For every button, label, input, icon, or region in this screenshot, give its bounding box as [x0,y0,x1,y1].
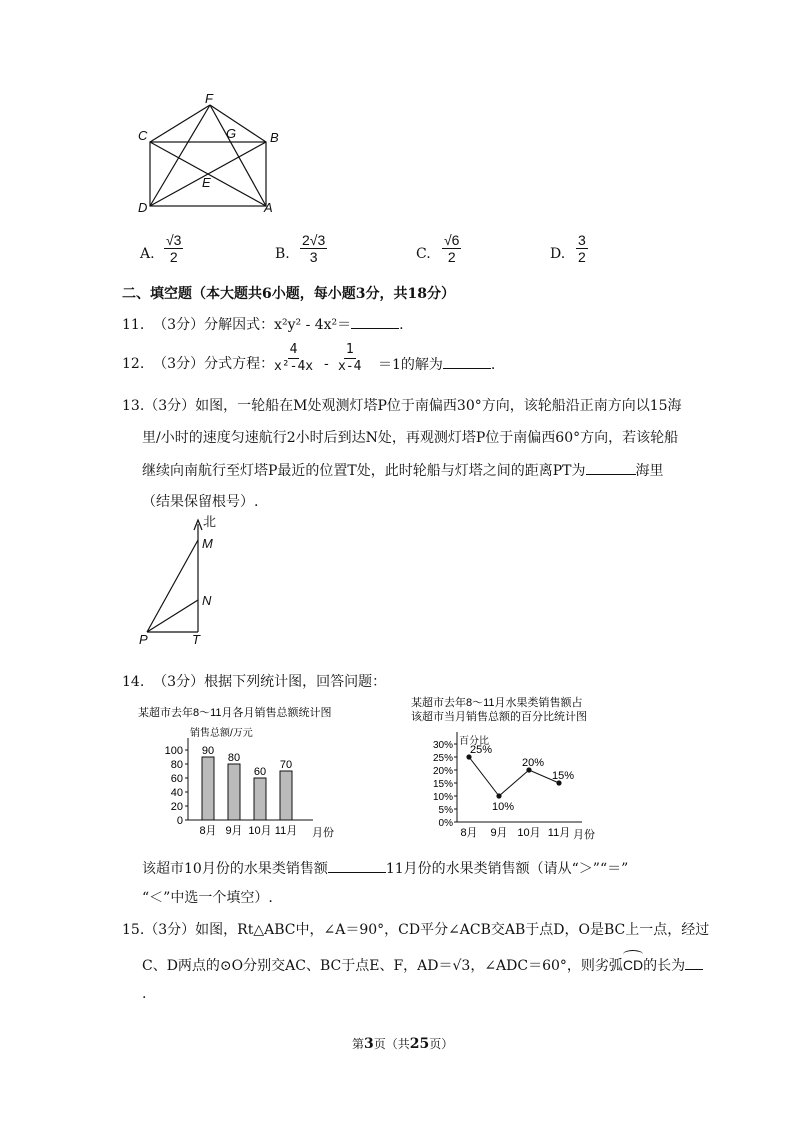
q13-line-1: 13.（3分）如图，一轮船在M处观测灯塔P位于南偏西30°方向，该轮船沿正南方向以15海 [122,398,682,414]
label-N: N [202,593,212,608]
q13-line-2: 里/小时的速度匀速航行2小时后到达N处，再观测灯塔P位于南偏西60°方向，若该轮船 [142,430,679,446]
q13-line-4: （结果保留根号）. [142,494,259,510]
line-category-label: 9月 [490,827,508,839]
bar-data-label: 90 [201,745,215,757]
question-11: 11. （3分）分解因式：x²y² - 4x²＝ . [122,314,404,335]
label-A: A [264,200,273,215]
line-chart-title-1: 某超市去年8～11月水果类销售额占 [411,697,583,709]
line-chart-ylabel: 百分比 [459,736,489,747]
q11-answer-blank[interactable] [351,314,399,329]
bar-y-tick-label: 40 [170,787,183,799]
q14-answer-blank[interactable] [328,858,386,873]
bar-data-label: 70 [279,759,293,771]
label-T: T [192,632,200,647]
bar-y-tick-label: 20 [170,801,183,813]
bar [254,778,266,820]
bar-y-tick-label: 60 [170,773,183,785]
label-E: E [202,175,211,190]
line-data-label: 20% [521,757,545,769]
ship-lighthouse-figure [135,512,235,647]
label-G: G [226,126,237,141]
q12-fraction-1: $\frac{4}{\text{x²-4x}}$ [274,342,314,374]
line-series [469,757,559,796]
line-category-label: 11月 [547,827,571,839]
star-rectangle-figure [130,90,290,220]
page-footer: 第3页（共25页） [352,1036,454,1052]
label-F: F [205,91,213,106]
bar-chart-title: 某超市去年8～11月各月销售总额统计图 [138,707,332,719]
line-chart-xlabel: 月份 [573,829,595,841]
q15-answer-blank[interactable] [685,955,703,970]
line-chart [405,692,620,847]
line-y-tick-label: 25% [432,753,453,764]
bar-chart [130,700,370,845]
bar [280,771,292,820]
line-chart-title-2: 该超市当月销售总额的百分比统计图 [411,711,587,723]
label-M: M [202,536,213,551]
bar-chart-xlabel: 月份 [312,827,334,839]
line-category-label: 10月 [517,827,541,839]
q12-answer-blank[interactable] [443,354,491,369]
line-y-tick-label: 5% [438,805,453,816]
section2-heading: 二、填空题（本大题共6小题，每小题3分，共18分） [122,286,455,302]
option-c-fraction: $\frac{√6}{2}$ [444,232,460,265]
line-data-label: 10% [491,801,515,813]
q10-options [140,232,740,274]
bar-chart-ylabel: 销售总额/万元 [190,728,253,739]
line-category-label: 8月 [460,827,478,839]
bar [228,764,240,820]
line-point [496,793,501,798]
option-a-label: A. [140,246,155,262]
q14-line-1: 该超市10月份的水果类销售额 11月份的水果类销售额（请从“＞”“＝” [142,858,628,879]
label-P: P [139,632,148,647]
label-D: D [138,200,148,215]
bar-y-tick-label: 0 [176,815,183,827]
option-a-fraction: $\frac{√3}{2}$ [166,232,182,265]
line-y-tick-label: 0% [438,818,453,829]
line-data-label: 25% [469,744,493,756]
line-y-tick-label: 30% [432,740,453,751]
q13-answer-blank[interactable] [586,460,636,475]
bar-category-label: 9月 [225,825,243,837]
bar-data-label: 80 [227,752,241,764]
line-y-tick-label: 15% [432,779,453,790]
label-B: B [270,130,279,145]
bar-category-label: 11月 [274,825,298,837]
north-label: 北 [203,514,217,529]
option-b-fraction: $\frac{2√3}{3}$ [302,232,326,265]
q15-line-3: . [142,986,147,1002]
bar-category-label: 8月 [199,825,217,837]
option-b-label: B. [275,246,290,262]
line-y-tick-label: 10% [432,792,453,803]
bar-y-tick-label: 100 [164,745,183,757]
line-y-tick-label: 20% [432,766,453,777]
q13-line-3: 继续向南航行至灯塔P最近的位置T处，此时轮船与灯塔之间的距离PT为 海里 [142,460,664,481]
line-data-label: 15% [551,770,575,782]
arc-cd: CD [623,952,643,976]
label-C: C [138,128,148,143]
q15-line-2: C、D两点的⊙O分别交AC、BC于点E、F，AD＝√3，∠ADC＝60°，则劣弧 CD的长为 [142,952,703,976]
bar-category-label: 10月 [248,825,272,837]
q14-line-2: “＜”中选一个填空）. [142,890,273,906]
option-c-label: C. [416,246,431,262]
option-d-label: D. [550,246,566,262]
option-d-fraction: $\frac{3}{2}$ [578,232,586,265]
bar-y-tick-label: 80 [170,759,183,771]
bar-data-label: 60 [253,766,267,778]
question-12: 12. （3分）分式方程： $\frac{4}{\text{x²-4x}}$ - $\frac{1}{x-4}$ ＝1的解为 . [122,342,496,374]
bar [202,757,214,820]
question-14: 14. （3分）根据下列统计图，回答问题： [122,674,387,690]
q12-fraction-2: $\frac{1}{x-4}$ [338,342,362,374]
q15-line-1: 15.（3分）如图，Rt△ABC中，∠A＝90°，CD平分∠ACB交AB于点D，O是BC上一点，经过 [122,922,710,938]
